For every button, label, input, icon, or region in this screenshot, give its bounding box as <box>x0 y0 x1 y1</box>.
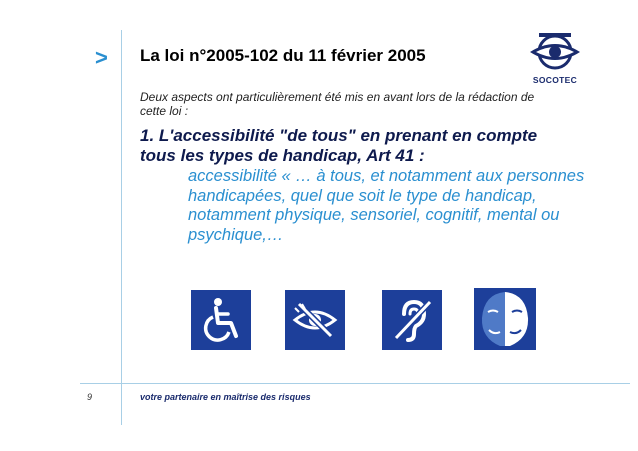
chevron-marker: > <box>95 45 108 70</box>
logo-text: SOCOTEC <box>532 75 578 85</box>
vertical-divider <box>121 30 122 425</box>
hearing-impairment-icon <box>382 290 442 350</box>
law-quote: accessibilité « … à tous, et notamment aux personnes handicapées, quel que soit le type de handicap, notamment physique, sensoriel, cognitif, mental ou psychique,… <box>188 167 585 244</box>
wheelchair-icon <box>191 290 251 350</box>
socotec-logo <box>520 30 590 78</box>
mental-disability-icon <box>474 288 536 350</box>
page-number: 9 <box>87 392 93 402</box>
section-heading: 1. L'accessibilité "de tous" en prenant en compte tous les types de handicap, Art 41 : <box>140 126 538 165</box>
footer-tagline: votre partenaire en maîtrise des risques <box>140 392 311 402</box>
visual-impairment-icon <box>285 290 345 350</box>
intro-text: Deux aspects ont particulièrement été mis en avant lors de la rédaction de cette loi : <box>140 90 535 118</box>
footer-divider <box>80 383 630 384</box>
slide-title: La loi n°2005-102 du 11 février 2005 <box>140 46 426 65</box>
